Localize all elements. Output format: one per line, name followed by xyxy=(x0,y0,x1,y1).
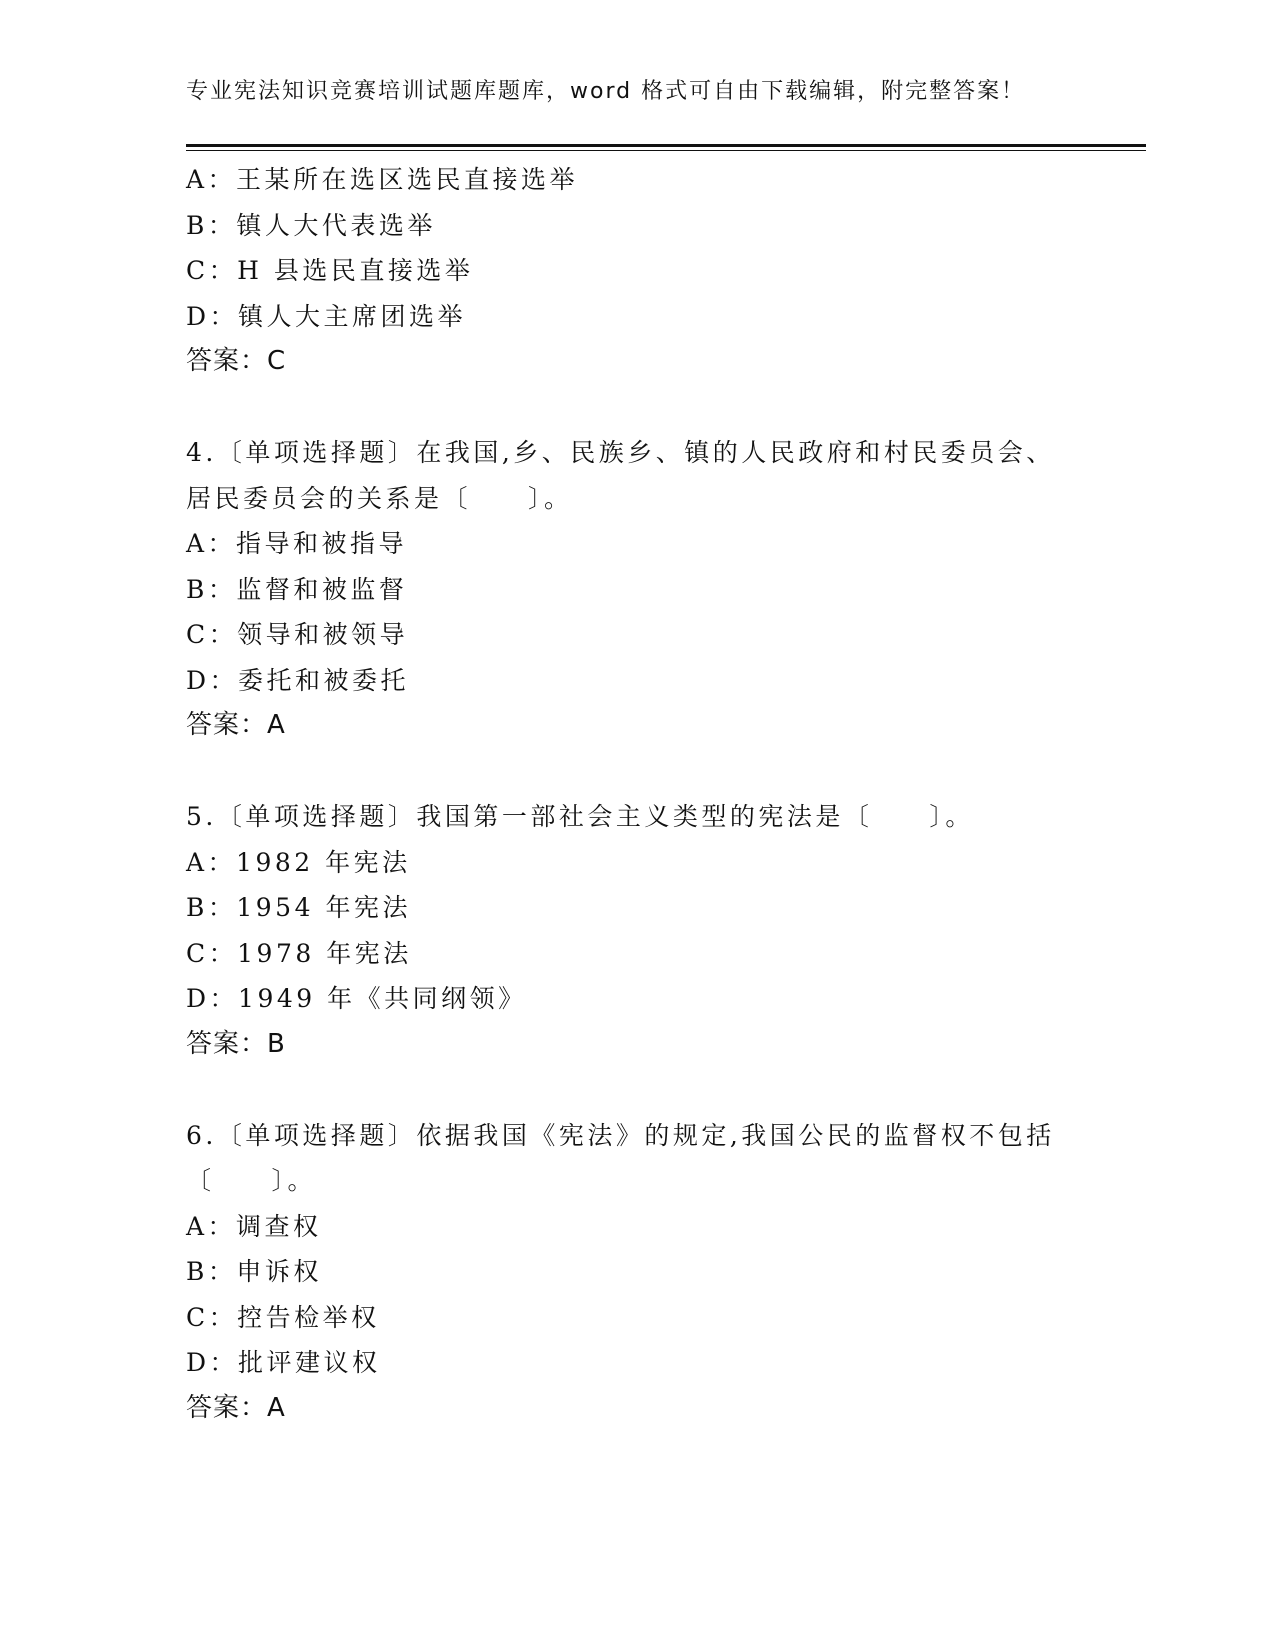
option-d: D：批评建议权 xyxy=(186,1348,381,1377)
question-3-tail xyxy=(186,157,1086,385)
answer: 答案：A xyxy=(186,1392,286,1423)
question-stem: 5.〔单项选择题〕我国第一部社会主义类型的宪法是〔 〕。 xyxy=(186,802,974,831)
question-5 xyxy=(186,794,1086,1067)
option-a: A：王某所在选区选民直接选举 xyxy=(186,165,579,194)
option-a: A：1982 年宪法 xyxy=(186,847,411,877)
header-rule-thin xyxy=(186,150,1146,151)
answer: 答案：C xyxy=(186,346,287,376)
header-rule-thick xyxy=(186,144,1146,147)
option-d: D：镇人大主席团选举 xyxy=(186,301,467,331)
option-d: D：委托和被委托 xyxy=(186,665,410,695)
question-stem-continued: 居民委员会的关系是〔 〕。 xyxy=(186,483,573,513)
option-c: C：1978 年宪法 xyxy=(186,938,412,968)
spacer xyxy=(186,385,1086,431)
option-c: C：领导和被领导 xyxy=(186,620,409,649)
question-stem: 6.〔单项选择题〕依据我国《宪法》的规定,我国公民的监督权不包括 xyxy=(186,1120,1055,1150)
question-stem: 4.〔单项选择题〕在我国,乡、民族乡、镇的人民政府和村民委员会、 xyxy=(186,438,1055,467)
page-header: 专业宪法知识竞赛培训试题库题库，word 格式可自由下载编辑，附完整答案！ xyxy=(186,79,1026,104)
question-6 xyxy=(186,1113,1086,1432)
answer: 答案：A xyxy=(186,710,286,740)
answer: 答案：B xyxy=(186,1028,286,1059)
option-d: D：1949 年《共同纲领》 xyxy=(186,984,527,1013)
spacer xyxy=(186,1067,1086,1113)
question-content xyxy=(186,157,1086,1431)
option-b: B：镇人大代表选举 xyxy=(186,210,436,240)
question-4 xyxy=(186,430,1086,749)
option-c: C：控告检举权 xyxy=(186,1302,380,1332)
option-a: A：指导和被指导 xyxy=(186,529,408,558)
option-b: B：申诉权 xyxy=(186,1257,322,1286)
option-c: C：H 县选民直接选举 xyxy=(186,256,474,285)
question-stem-continued: 〔 〕。 xyxy=(186,1166,317,1195)
option-b: B：监督和被监督 xyxy=(186,574,408,604)
option-a: A：调查权 xyxy=(186,1211,322,1241)
spacer xyxy=(186,749,1086,795)
option-b: B：1954 年宪法 xyxy=(186,893,411,922)
